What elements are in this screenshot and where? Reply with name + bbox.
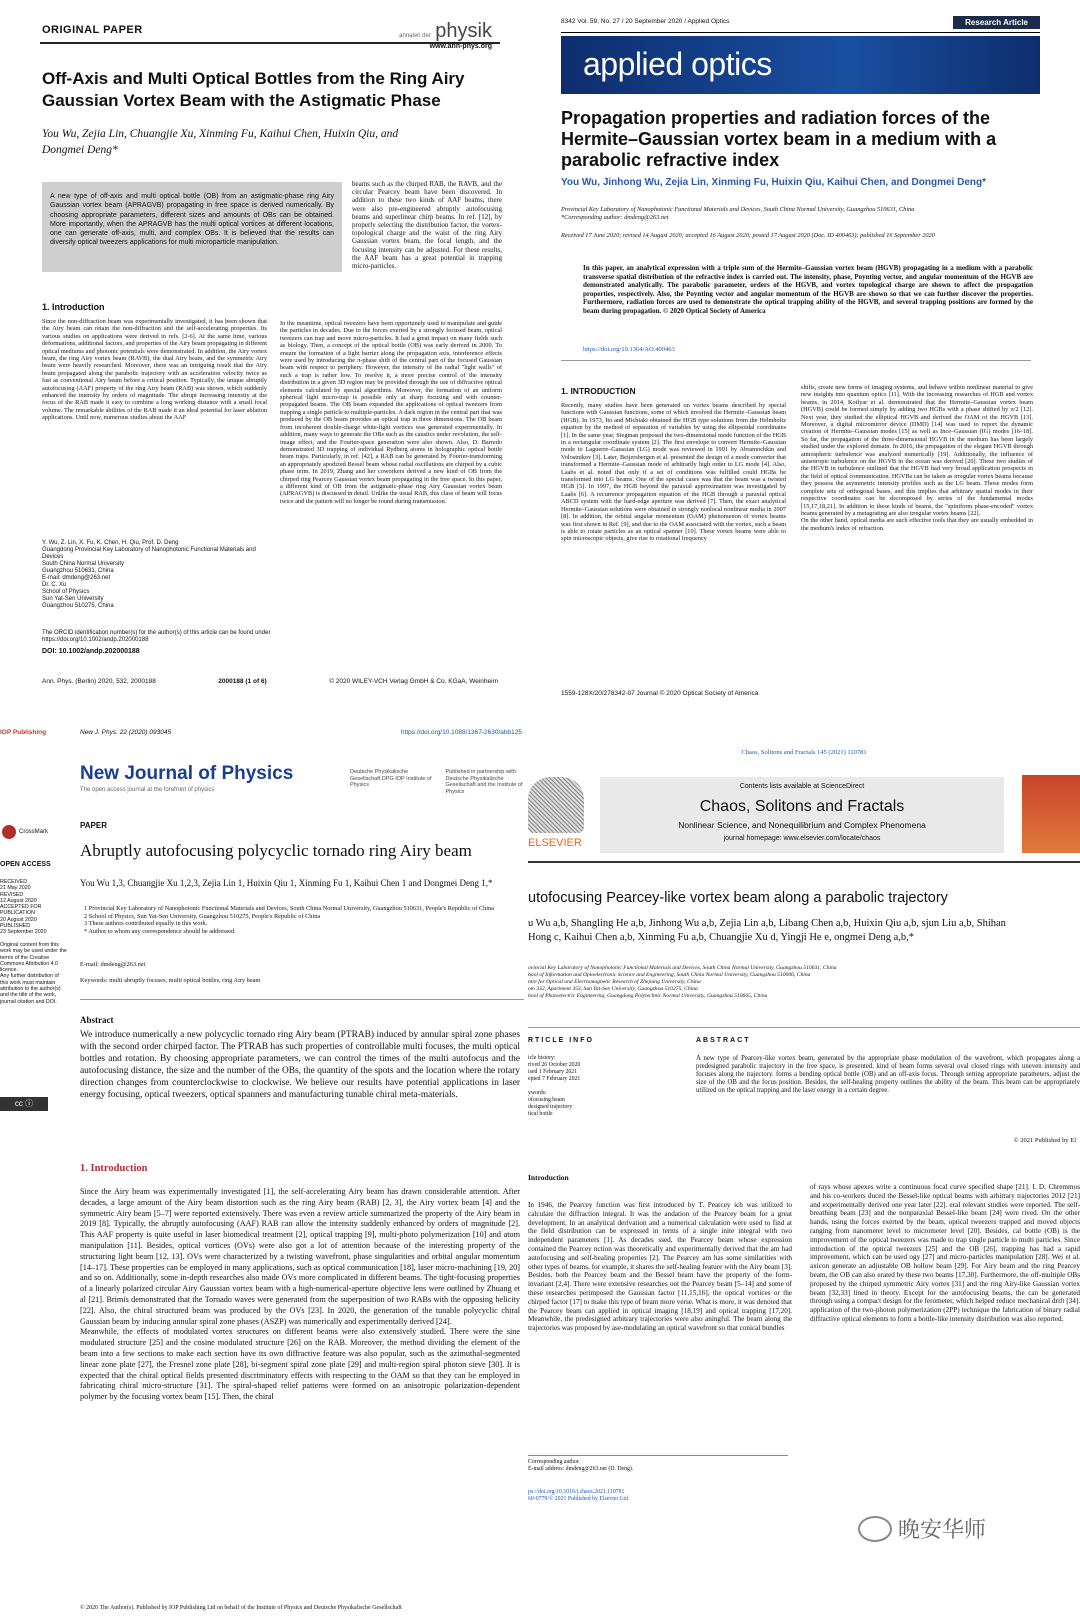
article-info: icle history: rived 26 October 2020 ised 1 February 2021 epted 7 February 2021 ywords: ofocusing beam designed trajectory tical bottle	[528, 1055, 581, 1117]
doi-label[interactable]: DOI: 10.1002/andp.202000188	[42, 648, 140, 655]
divider	[80, 999, 524, 1000]
body-text-left: In 1946, the Pearcey function was first introduced by T. Pearcey ich was utilized to calculate the diffraction integral. It was the andation of the Pearcey beam for a great development. In an analytical derivation and a numerical calculation were used to find at the field distribution can be expressed in terms of a single inite integral with two independent parameters [1]. As decades ssed, the Pearcey beam whose expression contained the Pearcey nction was theoretically and experimentally derived that the am had autofocusing and self-healing properties [2]. The Pearcey am has some similarities with other types of beams, for example, it shares the self-healing feature with the Airy beam [3]. Besides, both the Pearcey beam and the Bessel beam have the property of the form-invariant [2,4]. There were extensive researches out the Pearcey beam [5–14] and some of these researches perimposed the Gaussian factor [11,15,16], the optical vortices or the chirped factor [17] to make this type of beam more verse. What is more, it was denoted that the Pearcey beam can applied in optical imaging [18,19] and optical trapping [17,20]. Meanwhile, the predesigned arbitrary trajectories were also aningful. The beam along the trajectories was proposed by ase-modulating an optical wavefront so that conical bundles	[528, 1201, 792, 1333]
applied-optics-paper	[555, 10, 1080, 710]
publisher-logo	[528, 777, 592, 853]
author-list: You Wu 1,3, Chuangjie Xu 1,2,3, Zejia Lin 1, Huixin Qiu 1, Xinming Fu 1, Kaihui Chen 1 and Dongmei Deng 1,*	[80, 878, 493, 888]
doi-link[interactable]: https://doi.org/10.1088/1367-2630/abb125	[400, 729, 522, 736]
body-text-right: In the meantime, optical tweezers have been opportunely used to manipulate and guide the particles in decades. Due to the forces exerted by a strongly focused beam, optical tweezers can trap and move micro-particles. It had a great impact on many fields such as biology. Then, a concept of the optical bottle (OB) was early derived in 2000. To ensure the formation of a light barrier along the propagation axis, interference effects were used by introducing the π-phase shift of the central part of the focused Gaussian beam with respect to periphery. However, the intensity of the radial "light walls" of such a trap is rather low. To resolve it, a more precise control of the intensity distribution in a given 3D region may be provided through the use of diffractive optical elements calculated by special algorithms. Moreover, the formation of an uniform spherical light micro-trap is possible only at sharp focusing and with counter-propagated beams. The OB beam expanded the applications of optical tweezers from trapping a single particle to multiple-particles. A dark region in the central part that was produced by the OB beam provides an optical trap in three dimensions. The OB beam from incoherent double-charge white-light vortices was generated experimentally. In addition, many ways to generate the OBs such as the caustics under revolution, the self-image effect, and the Fourier-space generation were also shown. Also, D. Barredo demonstrated 3D trapping of individual Rydberg atoms in holographic optical bottle beam traps. Particularly, in ref. [42], a RAB can be generated by Fourier-transforming an appropriately apodized Bessel beam whose radial oscillations are chirped by a cubic phase term. In 2019, Zhang and her coworkers derived a new kind of OB from the chirped ring Pearcey Gaussian vortex beam propagating in the free space. In this paper, a different kind of OB from the astigmatic-phase ring Airy Gaussian vortex beam (APRAGVB) is discussed in detail. Unlike the usual RAB, this class of beam will focus twice and the pattern will no longer be round during transmission.	[280, 320, 502, 505]
section-heading: 1. Introduction	[42, 302, 105, 312]
logo-small-text: annalen der	[399, 33, 431, 39]
divider	[528, 1027, 1080, 1028]
wechat-icon	[858, 1516, 892, 1542]
journal-logo	[399, 20, 492, 50]
crossmark-badge[interactable]	[2, 825, 48, 839]
abstract-box: A new type of off-axis and multi optical bottle (OB) from an astigmatic-phase ring Airy Gaussian vortex beam (APRAGVB) propagating in free space is derived numerically. By choosing appropriate parameters, different sizes and amounts of OBs can be obtained. More importantly, when the APRAGVB has the multi optical vortices at different locations, one can generate off-axis, multi, and complex OBs. It is believed that the results can diversify optical tweezers applications for multi microparticle manipulation.	[42, 182, 342, 272]
abstract-heading: ABSTRACT	[696, 1037, 751, 1044]
body-text-left: Recently, many studies have been generated on vortex beams described by special functions with Gaussian functions, some of which involved the Hermite–Gaussian beam (HGB). In 1973, Ito and Michiaki obtained the HGB type solutions from the Helmholtz equation by the method of separation of variables by using the ellipsoidal coordinates [1]. In the same year, Siegman proposed the two-dimensional mode function of the HGB in a rectangular coordinate system [2]. The first envelope to convert Hermite–Gaussian mode to Laguerre–Gaussian (LG) mode was reviewed in 1991 by Abramochkin and Volostnikov [3]. Later, Beijersbergen et al. presented the design of a mode converter that transformed a Hermite–Gaussian mode of arbitrarily high order to LG mode [4]. Also, Laabs et al. noted that only if a set of conditions was fulfilled could HGBs be transformed into LG beams. One of the special cases was that the beam was a twisted HGB [5]. In 1997, the HGB beyond the paraxial approximation was investigated by Laabs [6]. A recurrence propagation equation of the HGB through a paraxial optical ABCD system with the hard-edge aperture was derived [7]. Then, the exact analytical Hermite–Gaussian solutions were obtained in strongly nonlocal nonlinear media in 2007 [8]. In addition, the orbital angular momentum (OAM) phenomenon of vortex beams was first shown in Ref. [9], and due to the OAM associated with the vortex, such a beam is able to rotate particles as an optical spanner [10]. These vortex beams were able to spin microscopic objects, give rise to rotational frequency	[561, 402, 786, 543]
watermark-text: 晚安华师	[898, 1518, 987, 1543]
body-text: Since the Airy beam was experimentally investigated [1], the self-accelerating Airy beam has drawn considerable attention. After decades, a large amount of the Airy beam distortion such as the ring Airy beam (RAB) [2, 3], the Airy vortex beam [4] and the symmetric Airy beam [5–7] were reported extensively. There was even a review article summarized the property of the Airy beam in 2019 [8]. Typically, the abruptly autofocusing (AAF) RAB can allow the intensity suddenly enhanced by orders of magnitude [2]. This AAF property is quite useful in laser biomedical treatment [2], optical trapping [9], multi-photo polymerization [10] and atom manipulation [11]. Besides, optical vortices (OVs) were also got a lot of attention because of the interesting property of the structuring light beam [12, 13]. OVs were characterized by a twisting wavefront, phase singularities and orbital angular momentum [14–17]. These properties can be employed in many applications, such as optical communication [18], laser micro-machining [19, 20] and so on. Additionally, some in-depth researches also made OVs more complicated in different beams. The tight-focusing properties of a linearly polarized circular Airy Gaussian vortex beam with a high-numerical-aperture objective lens were outlined by Zhuang et al [21]. Brimis demonstrated that the Tornado waves were generated from the superposition of two RABs with the opposing helicity [22]. Also, the chiral structured beam was produced by the OVs [23]. In 2020, the generation of the tunable polycyclic chiral Gaussian beam by inducing annular spiral zone phases (ASZP) was numerically and experimentally derived [24]. Meanwhile, the effects of modulated vortex structures on different beams were also extensively studied. There were the sine modulated structure [25] and the cosine modulated structure [26] on the RAB. Moreover, the method dividing the element of the beam into a few sections to make each section have its own diffractive feature was also popular, such as the azimuthal-segmented linear zone plate [27], the Fresnel zone plate [28], bi-segment spiral zone plate [29] and multi-region spiral photon sieve [30]. It is expected that the chiral optical fields presented discriminatory effects with respecting to the OAM so that they can be employed in fabricating chiral micro-structure [31]. The spiral-shaped relief patterns were formed on an anisotropic polarization-dependent polymer by the focusing vortex beam [15]. Then, the chiral	[80, 1187, 520, 1402]
page-footer	[42, 678, 498, 685]
paper-title: Off-Axis and Multi Optical Bottles from the Ring Airy Gaussian Vortex Beam with the Astigmatic Phase	[42, 69, 465, 110]
abstract: In this paper, an analytical expression with a triple sum of the Hermite–Gaussian vortex beam (HGVB) propagating in a medium with a parabolic transverse spatial distribution of the refractive index is carried out. The intensity, phase, Poynting vector, and angular momentum of the HGVB are demonstrated analytically. The parabolic parameter, orders of the HGVB, and vortex topological charge are shown to affect the propagation properties, respectively. Also, the Poynting vector and angular momentum of the HGVB are shown so that we can further discover the properties. Furthermore, radiation forces are used to demonstrate the optical trapping ability of the HGVB, and several trapping positions are formed by the beam during propagation. © 2020 Optical Society of America	[583, 264, 1033, 315]
journal-name: Chaos, Solitons and Fractals	[699, 798, 905, 815]
contents-lists-note: Contents lists available at ScienceDirect	[739, 783, 865, 790]
article-info-heading: RTICLE INFO	[528, 1037, 594, 1044]
section-heading: 1. Introduction	[80, 1163, 148, 1174]
paper-type-label: ORIGINAL PAPER	[42, 24, 143, 36]
publisher-name: ELSEVIER	[528, 837, 582, 849]
affiliations: Y. Wu, Z. Lin, X. Fu, K. Chen, H. Qiu, Prof. D. Deng Guangdong Provincial Key Laboratory of Nanophotonic Functional Materials and Devices South China Normal University Guangzhou 510631, China E-mail: dmdeng@263.net Dr. C. Xu School of Physics Sun Yat-Sen University Guangzhou 510275, China	[42, 540, 256, 609]
watermark	[858, 1513, 986, 1544]
footer-copyright: © 2020 WILEY-VCH Verlag GmbH & Co. KGaA, Weinheim	[329, 678, 498, 685]
citation-header: New J. Phys. 22 (2020) 093045	[80, 729, 172, 736]
journal-homepage[interactable]: journal homepage: www.elsevier.com/locate/chaos	[723, 835, 881, 842]
issue-info: 8342 Vol. 59, No. 27 / 20 September 2020 / Applied Optics	[561, 18, 730, 25]
journal-name: New Journal of Physics	[80, 763, 294, 784]
author-list: You Wu, Jinhong Wu, Zejia Lin, Xinming Fu, Huixin Qiu, Kaihui Chen, and Dongmei Deng*	[561, 177, 986, 188]
page-footer: 1559-128X/20/278342-07 Journal © 2020 Optical Society of America	[561, 690, 759, 697]
header-rule	[528, 861, 1080, 863]
open-access-label: OPEN ACCESS	[0, 861, 51, 868]
paper-title: Propagation properties and radiation forces of the Hermite–Gaussian vortex beam in a medium with a parabolic refractive index	[561, 108, 997, 170]
journal-cover-thumbnail	[1022, 775, 1080, 853]
author-list: u Wu a,b, Shangling He a,b, Jinhong Wu a,b, Zejia Lin a,b, Libang Chen a,b, Huixin Qiu a,b, sjun Liu a,b, Shihan Hong c, Kaihui Chen a,b, Xinming Fu a,b, Chuangjie Xu d, Yingji He e, ongmei Deng a,b,*	[528, 918, 1006, 943]
partner-logos	[350, 769, 525, 795]
partner-note: Published in partnership with: Deutsche Physikalische Gesellschaft and the Institute of Physics	[445, 769, 523, 795]
paper-title: Abruptly autofocusing polycyclic tornado ring Airy beam	[80, 841, 472, 860]
paper-type-label: PAPER	[80, 821, 107, 830]
body-text-right-top: beams such as the chirped RAB, the RAVB, and the circular Pearcey beam have been discovered. In addition to these two kinds of AAF beams, there were also pre-engineered abruptly autofocusing beams and superlinear chirp beams. In ref. [12], by properly selecting the distribution factor, the vortex-topological charge and the waist of the ring Airy Gaussian vortex beam, the focal length, and the focusing intensity can be adjusted. For these results, the AAF beam has a great potential in trapping micro-particles.	[352, 180, 502, 271]
corresponding-author	[528, 1455, 788, 1473]
footer-citation: Ann. Phys. (Berlin) 2020, 532, 2000188	[42, 678, 156, 685]
corresponding-author-label: Corresponding author.	[528, 1459, 580, 1465]
journal-banner	[561, 36, 1040, 94]
orcid-note: The ORCID identification number(s) for the author(s) of this article can be found under https://doi.org/10.1002/andp.202000188	[42, 630, 271, 643]
annalen-physik-paper	[30, 10, 510, 710]
issue-bar	[561, 18, 1040, 33]
doi-link[interactable]: ps://doi.org/10.1016/j.chaos.2021.110781 60-0779/© 2021 Published by Elsevier Ltd.	[528, 1489, 630, 1502]
divider	[561, 360, 1031, 361]
crossmark-label: CrossMark	[19, 829, 49, 835]
keywords: Keywords: multi abruptly focuses, multi optical bottles, ring Airy beam	[80, 977, 261, 984]
journal-name: applied optics	[583, 46, 772, 82]
paper-title: utofocusing Pearcey-like vortex beam along a parabolic trajectory	[528, 890, 948, 906]
journal-url[interactable]: www.ann-phys.org	[429, 43, 492, 50]
page-footer: © 2020 The Author(s). Published by IOP Publishing Ltd on behalf of the Institute of Physics and Deutsche Physikalische Gesellschaft	[80, 1605, 402, 1611]
new-journal-of-physics-paper	[0, 725, 530, 1620]
body-text-right: shifts, create new forms of imaging systems, and behave within nonlinear material to give new insights into quantum optics [11]. With the increasing researches of HGB and vortex beams, in 2014, Kotlyar et al. demonstrated that the Hermite–Gaussian vortex beam (HGVB) could be formed simply by adding two HGBs with a phase shifted by π/2 [12]. Next year, they studied the elliptical HGVB and derived the OAM of the HGVB [13]. Moreover, a digital micromirror device (DMD) [14] was used to report the dynamic creation of Hermite–Gaussian modes [15] as well as Ince–Gaussian (IG) modes [16–18]. So far, the propagation of the three-dimensional HGVB in the medium has been largely studied under the explored domain. In 2016, the propagation of the elegant HGVB through atmospheric turbulence was analyzed numerically [19]. Additionally, the influence of anisotropic turbulence on the HGVB in the ocean was derived [20]. These two studies of the HGVB in turbulence outlined that the HGVB had very broad application prospects in the field of optical communication. HGVBs can be taken as irregular vortex beams because they possess the asymmetric intensity profiles such as the LG beam. Those modes form complete sets of orthogonal bases, and this implies that arbitrary spatial modes in their respective coordinates can be decomposed by series of the fundamental modes [15,17,18,21]. In addition to these kinds of beams, the "spiniform phase-encoded" vortex beams generated by a metagrating are also irregular vortex beams [22]. On the other hand, optical media are such effective tools that they are usually embedded in the medium's index of refraction.	[801, 384, 1033, 532]
corresponding-author-email[interactable]: E-mail address: dmdeng@263.net (D. Deng).	[528, 1466, 634, 1472]
article-history-sidebar: RECEIVED 21 May 2020 REVISED 12 August 2020 ACCEPTED FOR PUBLICATION 20 August 2020 PUBLISHED 23 September 2020 Original content from this work may be used under the terms of the Creative Commons Attribution 4.0 licence. Any further distribution of this work must maintain attribution to the author(s) and the title of the work, journal citation and DOI.	[0, 879, 67, 1005]
elsevier-tree-icon	[528, 777, 584, 833]
abstract-heading: Abstract	[80, 1015, 114, 1025]
crossmark-icon	[2, 825, 16, 839]
author-list: You Wu, Zejia Lin, Chuangjie Xu, Xinming Fu, Kaihui Chen, Huixin Qiu, and Dongmei Deng*	[42, 128, 399, 156]
affiliations: Provincial Key Laboratory of Nanophotonic Functional Materials and Devices, South China Normal University, Guangzhou 510631, China *Corresponding author: dmdeng@263.net	[561, 206, 915, 221]
chaos-solitons-fractals-paper	[528, 725, 1080, 1620]
section-heading: Introduction	[528, 1173, 569, 1182]
article-type-badge: Research Article	[953, 16, 1040, 29]
journal-masthead	[600, 777, 1004, 853]
abstract: We introduce numerically a new polycyclic tornado ring Airy beam (PTRAB) induced by annular spiral zone phases with the second order chirped factor. The PTRAB has such properties of controllable multi focuses, the multi optical bottles and rotation. By choosing appropriate parameters, we can control the times of the multi autofocus and the autofocusing distance, the size and the number of the OBs, the quantity of the spots and the location where the rotary direction changes from counterclockwise to clockwise. We believe our results have potential applications in laser energy focusing, optical tweezers, optical spanners and manufacturing tunable chiral meta-materials.	[80, 1030, 520, 1100]
publisher-label: IOP Publishing	[0, 729, 47, 736]
doi-link[interactable]: https://doi.org/10.1364/AO.400463	[583, 346, 675, 353]
affiliations: ovincial Key Laboratory of Nanophotonic Functional Materials and Devices, South China Normal University, Guangzhou 510631, China hool of Information and Optoelectronic Science and Engineering, South China Normal University, Guangzhou 510006, China ntre for Optical and Electromagnetic Research of Zhejiang University, China om 332, Apartment 353, Sun Yat-Sen University, Guangzhou 510275, China hool of Photoelectric Engineering, Guangdong Polytechnic Normal University, Guangzhou 510665, China	[528, 965, 837, 999]
creative-commons-icon: cc ⓘ	[0, 1097, 48, 1111]
copyright-note: © 2021 Published by El	[1013, 1137, 1076, 1144]
body-text-left: Since the non-diffraction beam was experimentally investigated, it has been shown that the Airy beam can retain the non-diffraction and the self-accelerating properties. Its various studies on applications were derived in refs. [2-6]. At the same time, various deformations, additional factors, and properties of the Airy beam propagating in different optical mediums and photonic potentials were demonstrated. In addition, the Airy vortex beam, the ring Airy vortex beam (RAVB), the dual Airy beam, and the symmetric Airy beam were heavily researched. Moreover, there was an intriguing result that the Airy beam propagated along the parabolic trajectory with an acceleration velocity twice as fast as conventional Airy beam before a critical position. Typically, the unique abruptly autofocusing (AAF) property of the ring Airy beam (RAB) was shown, which suddenly enhanced the intensity by orders of magnitude. The abrupt increasing intensity at the focus of the RAB made it easy to combine a long working distance with a small focal volume. The remarkable abilities of the RAB made it an ideal potential for laser ablation applications. Until now, numerous studies about the AAF	[42, 318, 267, 422]
body-text-right: of rays whose apexes write a continuous focal curve specified shape [21]. I. D. Chremmos and his co-workers duced the Bessel-like optical beams with arbitrary trajectories 2012 [21] and experimentally derived one year later [22]. eral relevant studies were reported. The self-breathing beam [23] and the nonparaxial Bessel-like beam [24] were rived. On the other hands, using the forces exerted by the beam, optical tweezers trapped and moved objects ranging from nanometer level to micrometer level [20]. Besides, cal bottle (OB) is the improvement of the optical tweezers was made to trap single particle to multi particles. Since introduction of the optical tweezers [25] and the OB [26], trapping has had a rapid improvement, which can be used ogy [27] and micro-particles manipulation [28]. Wei et al. axicon generate an adjustable OB hollow beam [29]. For Airy beam and the ring Pearcey beam, the OB can also erated by these two beams [17,30]. Furthermore, the off-multiple OBs proposed by the chirped symmetric Airy vortex [31] and the ring Airy-like Gaussian vortex beam [32,33] lined in theory. Except for the autofocusing beams, the can be generated through using a compact design for the ferometer, which helped reduce mechanical drift [34]. application of the two-photon polymerization (2PP) technique the fabrication of binary radial diffractive optical elements to form a bottle-like intensity distribution was also reported.	[810, 1183, 1080, 1323]
footer-page: 2000188 (1 of 6)	[218, 678, 267, 685]
contact-email[interactable]: E-mail: dmdeng@263.net	[80, 961, 146, 968]
section-heading: 1. INTRODUCTION	[561, 386, 636, 396]
journal-subtitle: Nonlinear Science, and Nonequilibrium and Complex Phenomena	[678, 820, 926, 830]
citation-header[interactable]: Chaos, Solitons and Fractals 145 (2021) 110781	[741, 749, 867, 756]
abstract: A new type of Pearcey-like vortex beam, generated by the appropriate phase modulation of the wavefront, which propagates along a predesigned parabolic trajectory in the free space, is presented. kind of beam forms several oval closed rings with uneven intensity and focuses along the trajectory. forms a bending optical bottle (OB) and an off-axis focus. Through setting appropriate parameters, adjust the size of the OB and the focus position. Besides, the self-healing property outlines the ability of the beam. This beam can be appropriately utilized on the optical trapping and the laser energy in a certain degree.	[696, 1055, 1080, 1094]
partner-dpg-iop: Deutsche Physikalische Gesellschaft DPG IOP Institute of Physics	[350, 769, 432, 788]
publication-dates: Received 17 June 2020; revised 14 August 2020; accepted 16 August 2020; posted 17 August 2020 (Doc. ID 400463); published 16 September 2020	[561, 232, 935, 239]
affiliations: 1 Provincial Key Laboratory of Nanophotonic Functional Materials and Devices, South China Normal University, Guangzhou 510631, People's Republic of China 2 School of Physics, Sun Yat-Sen University, Guangzhou 510275, People's Republic of China 3 These authors contributed equally in this work. * Author to whom any correspondence should be addressed.	[84, 905, 494, 935]
journal-tagline: The open access journal at the forefront of physics	[80, 787, 215, 793]
logo-big-text: physik	[435, 20, 492, 42]
header-rule	[40, 42, 500, 44]
